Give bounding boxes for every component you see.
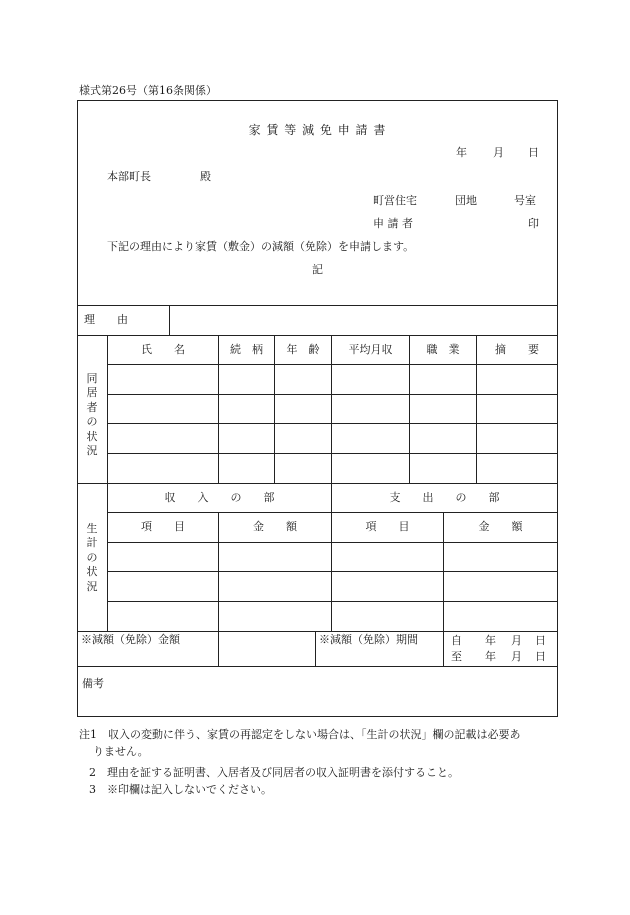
header-occupation: 職 業 bbox=[426, 343, 460, 356]
addressee-honorific: 殿 bbox=[200, 170, 211, 183]
date-month: 月 bbox=[493, 146, 504, 159]
remarks-field[interactable] bbox=[110, 670, 554, 712]
date-year: 年 bbox=[456, 146, 467, 159]
period-to: 至 bbox=[451, 650, 462, 663]
rule-budget-r1 bbox=[107, 512, 558, 513]
expense-section-label: 支 出 の 部 bbox=[389, 491, 500, 504]
header-remarks: 摘 要 bbox=[495, 343, 539, 356]
income-section-label: 収 入 の 部 bbox=[164, 491, 275, 504]
rule-h5 bbox=[476, 335, 477, 483]
reason-label: 理 由 bbox=[84, 313, 128, 326]
household-side-label: 同 居 者 の 状 況 bbox=[86, 372, 98, 458]
header-relation: 続 柄 bbox=[230, 343, 263, 356]
frame-left-border bbox=[77, 100, 78, 717]
reduction-amount-label: ※減額（免除）金額 bbox=[81, 633, 180, 646]
rule-reason-top bbox=[77, 305, 558, 306]
rule-budget-mid bbox=[331, 483, 332, 631]
rule-reduction-2 bbox=[315, 631, 316, 666]
household-name-cell[interactable] bbox=[108, 424, 218, 452]
period-from: 自 bbox=[451, 634, 462, 647]
ki-mark: 記 bbox=[312, 263, 323, 276]
budget-side-label: 生 計 の 状 況 bbox=[86, 522, 98, 593]
form-number-label: 様式第26号（第16条関係） bbox=[79, 84, 217, 97]
applicant-label: 申 請 者 bbox=[373, 217, 413, 230]
seal-mark: 印 bbox=[528, 217, 539, 230]
rule-remarks-top bbox=[77, 666, 558, 667]
rule-reduction-top bbox=[77, 631, 558, 632]
rule-budget-r2 bbox=[107, 542, 558, 543]
frame-right-border bbox=[557, 100, 558, 717]
expense-amount-header: 金 額 bbox=[478, 520, 523, 533]
rule-budget-top bbox=[77, 483, 558, 484]
document-title: 家 賃 等 減 免 申 請 書 bbox=[248, 123, 387, 137]
rule-h4 bbox=[409, 335, 410, 483]
rule-budget-side bbox=[107, 483, 108, 631]
frame-top-border bbox=[77, 100, 558, 101]
note-2: 2 理由を証する証明書、入居者及び同居者の収入証明書を添付すること。 bbox=[89, 766, 459, 779]
addressee: 本部町長 bbox=[107, 170, 151, 183]
reduction-amount-field[interactable] bbox=[220, 633, 313, 664]
date-day: 日 bbox=[528, 146, 539, 159]
reason-field[interactable] bbox=[172, 308, 554, 332]
rule-reduction-1 bbox=[218, 631, 219, 666]
rule-reduction-3 bbox=[443, 631, 444, 666]
residence-prefix: 町営住宅 bbox=[373, 194, 417, 207]
period-to-year: 年 bbox=[485, 650, 496, 663]
household-name-cell[interactable] bbox=[108, 365, 218, 393]
rule-budget-r4 bbox=[107, 601, 558, 602]
residence-complex: 団地 bbox=[455, 194, 477, 207]
income-amount-header: 金 額 bbox=[253, 520, 297, 533]
rule-h2 bbox=[274, 335, 275, 483]
request-statement: 下記の理由により家賃（敷金）の減額（免除）を申請します。 bbox=[107, 240, 415, 253]
rule-h3 bbox=[331, 335, 332, 483]
period-to-day: 日 bbox=[535, 650, 546, 663]
rule-household-top bbox=[77, 335, 558, 336]
income-item-header: 項 目 bbox=[141, 520, 185, 533]
period-from-year: 年 bbox=[485, 634, 496, 647]
note-3: 3 ※印欄は記入しないでください。 bbox=[89, 783, 272, 796]
period-from-day: 日 bbox=[535, 634, 546, 647]
note-1-continued: りません。 bbox=[93, 745, 149, 758]
rule-reason-divider bbox=[169, 305, 170, 335]
note-1: 注1 収入の変動に伴う、家賃の再認定をしない場合は、「生計の状況」欄の記載は必要あ bbox=[79, 728, 521, 741]
period-from-month: 月 bbox=[511, 634, 522, 647]
frame-bottom-border bbox=[77, 716, 558, 717]
period-to-month: 月 bbox=[511, 650, 522, 663]
household-name-cell[interactable] bbox=[108, 395, 218, 423]
header-age: 年 齢 bbox=[286, 343, 320, 356]
header-name: 氏 名 bbox=[141, 343, 185, 356]
expense-item-header: 項 目 bbox=[365, 520, 410, 533]
remarks-label: 備考 bbox=[82, 677, 104, 690]
rule-budget-r3 bbox=[107, 571, 558, 572]
household-name-cell[interactable] bbox=[108, 454, 218, 482]
residence-room: 号室 bbox=[514, 194, 536, 207]
header-monthly-income: 平均月収 bbox=[348, 343, 393, 356]
reduction-period-label: ※減額（免除）期間 bbox=[319, 633, 418, 646]
rule-h1 bbox=[218, 335, 219, 483]
